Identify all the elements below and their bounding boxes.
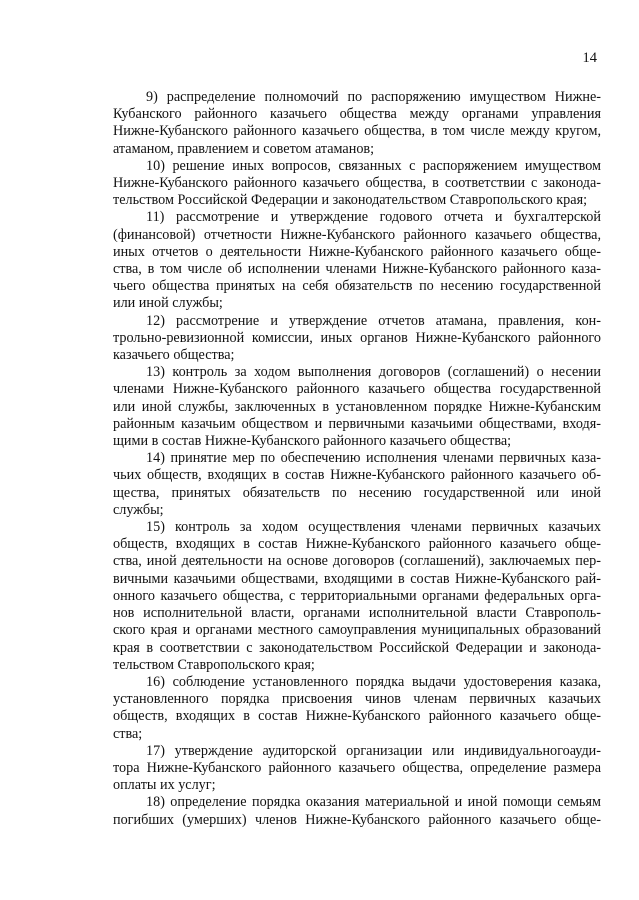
text-line: обществ, входящих в состав Нижне-Кубанского районного казачьего обще- (113, 708, 601, 725)
list-item (113, 743, 601, 795)
text-line: (финансовой) отчетности Нижне-Кубанского районного казачьего общества, (113, 226, 601, 243)
text-line: тельством Российской Федерации и законодательством Ставропольского края; (113, 192, 588, 209)
text-line: щими в состав Нижне-Кубанского районного казачьего общества; (113, 433, 512, 450)
list-item (113, 89, 601, 158)
list-item (113, 674, 601, 743)
text-line: ства, в том числе об исполнении членами Нижне-Кубанского районного каза- (113, 261, 601, 278)
text-line: вичными казачьими обществами, входящими в состав Нижне-Кубанского рай- (113, 570, 601, 587)
text-line: щества, принятых обязательств по несению государственной или иной (113, 484, 601, 501)
text-line: оплаты их услуг; (113, 777, 216, 794)
text-line: 10) решение иных вопросов, связанных с распоряжением имуществом (146, 157, 601, 174)
text-line: тельством Ставропольского края; (113, 656, 315, 673)
text-line: 16) соблюдение установленного порядка выдачи удостоверения казака, (146, 673, 601, 690)
text-line: атаманом, правлением и советом атаманов; (113, 140, 375, 157)
text-line: 18) определение порядка оказания материальной и иной помощи семьям (146, 794, 601, 811)
text-line: ства, иной деятельности на основе договоров (соглашений), заключаемых пер- (113, 553, 601, 570)
text-line: обществ, входящих в состав Нижне-Кубанского районного казачьего обще- (113, 536, 601, 553)
text-line: 17) утверждение аудиторской организации или индивидуальногоауди- (146, 742, 601, 759)
text-line: 9) распределение полномочий по распоряжению имуществом Нижне- (146, 89, 601, 105)
text-line: погибших (умерших) членов Нижне-Кубанского районного казачьего обще- (113, 811, 601, 828)
text-line: Кубанского районного казачьего общества между органами управления (113, 106, 601, 123)
page-number: 14 (582, 50, 597, 66)
text-line: 12) рассмотрение и утверждение отчетов атамана, правления, кон- (146, 312, 601, 329)
text-line: чьего общества принятых на себя обязательств по несению государственной (113, 278, 601, 295)
text-line: края в соответствии с законодательством Российской Федерации и законода- (113, 639, 601, 656)
list-item (113, 313, 601, 365)
text-line: службы; (113, 501, 164, 518)
text-line: Нижне-Кубанского районного казачьего общества, в соответствии с законода- (113, 175, 601, 192)
list-item (113, 209, 601, 312)
text-line: трольно-ревизионной комиссии, иных органов Нижне-Кубанского районного (113, 329, 601, 346)
list-item (113, 364, 601, 450)
text-line: 11) рассмотрение и утверждение годового отчета и бухгалтерской (146, 209, 601, 226)
list-item (113, 450, 601, 519)
text-line: тора Нижне-Кубанского районного казачьего общества, определение размера (113, 759, 601, 776)
document-body (113, 89, 601, 829)
text-line: нов исполнительной власти, органами исполнительной власти Ставрополь- (113, 605, 601, 622)
text-line: казачьего общества; (113, 347, 235, 364)
text-line: членами Нижне-Кубанского районного казачьего общества государственной (113, 381, 601, 398)
text-line: онного казачьего общества, с территориальными органами федеральных орга- (113, 587, 601, 604)
text-line: иных отчетов о деятельности Нижне-Кубанского районного казачьего обще- (113, 243, 601, 260)
list-item (113, 794, 601, 828)
text-line: чьих обществ, входящих в состав Нижне-Кубанского районного казачьего об- (113, 467, 601, 484)
text-line: 15) контроль за ходом осуществления членами первичных казачьих (146, 519, 601, 536)
text-line: или иной службы, заключенных в установленном порядке Нижне-Кубанским (113, 398, 601, 415)
text-line: или иной службы; (113, 295, 223, 312)
text-line: ства; (113, 725, 143, 742)
list-item (113, 519, 601, 674)
text-line: ского края и органами местного самоуправления муниципальных образований (113, 622, 601, 639)
text-line: районным казачьим обществом и первичными казачьими обществами, входя- (113, 415, 601, 432)
text-line: 14) принятие мер по обеспечению исполнения членами первичных каза- (146, 450, 601, 467)
text-line: 13) контроль за ходом выполнения договоров (соглашений) о несении (146, 364, 601, 381)
text-line: Нижне-Кубанского районного казачьего общества, в том числе между кругом, (113, 123, 601, 140)
text-line: установленного порядка присвоения чинов членам первичных казачьих (113, 691, 601, 708)
list-item (113, 158, 601, 210)
